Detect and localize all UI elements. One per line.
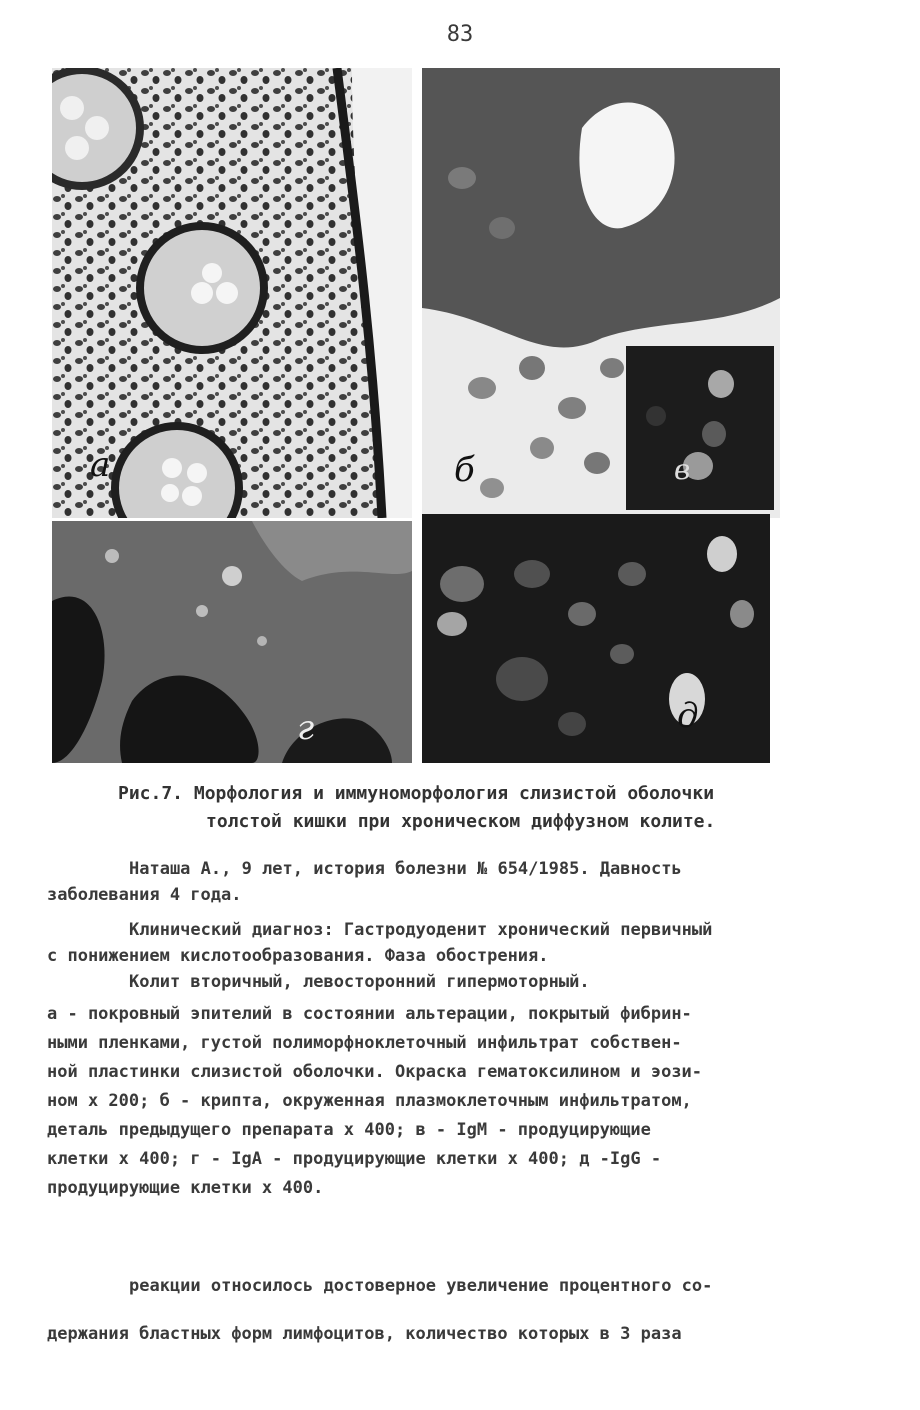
photo-panel-v xyxy=(626,346,774,510)
photo-panel-g xyxy=(52,521,412,763)
panel-label-b: б xyxy=(454,450,475,490)
legend-line-6: клетки х 400; г - IgA - продуцирующие клетки х 400; д -IgG - xyxy=(47,1149,662,1169)
panel-label-g: г xyxy=(297,708,315,748)
fluorescence-image-g xyxy=(52,521,412,763)
continuation-line-2: держания бластных форм лимфоцитов, количество которых в 3 раза xyxy=(47,1324,682,1344)
legend-line-7: продуцирующие клетки х 400. xyxy=(47,1178,324,1198)
legend-line-1: а - покровный эпителий в состоянии альтерации, покрытый фибрин- xyxy=(47,1004,692,1024)
legend-line-2: ными пленками, густой полиморфноклеточный инфильтрат собствен- xyxy=(47,1033,682,1053)
diagnosis-line-3: Колит вторичный, левосторонний гипермоторный. xyxy=(129,972,590,992)
continuation-line-1: реакции относилось достоверное увеличение процентного со- xyxy=(129,1276,713,1296)
diagnosis-line-1: Клинический диагноз: Гастродуоденит хронический первичный xyxy=(129,920,713,940)
caption-line-2: толстой кишки при хроническом диффузном колите. xyxy=(206,811,716,832)
patient-info xyxy=(47,856,682,908)
continuation-text xyxy=(47,1262,712,1358)
panel-label-d: д xyxy=(677,696,699,736)
panel-legend xyxy=(47,1000,702,1203)
patient-line-1: Наташа А., 9 лет, история болезни № 654/1985. Давность xyxy=(129,859,682,879)
page-number: 83 xyxy=(446,22,474,47)
photo-panel-d xyxy=(422,514,770,763)
legend-line-5: деталь предыдущего препарата х 400; в - IgM - продуцирующие xyxy=(47,1120,651,1140)
fluorescence-image-d xyxy=(422,514,770,763)
panel-label-a: a xyxy=(90,445,111,485)
caption-line-1: Рис.7. Морфология и иммуноморфология слизистой оболочки xyxy=(118,783,715,804)
panel-label-v: в xyxy=(674,453,691,486)
photo-panel-a xyxy=(52,68,412,518)
patient-line-2: заболевания 4 года. xyxy=(47,885,242,905)
figure-caption xyxy=(118,780,715,836)
legend-line-3: ной пластинки слизистой оболочки. Окраска гематоксилином и эози- xyxy=(47,1062,703,1082)
fluorescence-image-v xyxy=(626,346,774,510)
diagnosis-line-2: с понижением кислотообразования. Фаза обострения. xyxy=(47,946,549,966)
legend-line-4: ном х 200; б - крипта, окруженная плазмоклеточным инфильтратом, xyxy=(47,1091,692,1111)
clinical-diagnosis xyxy=(47,917,712,995)
